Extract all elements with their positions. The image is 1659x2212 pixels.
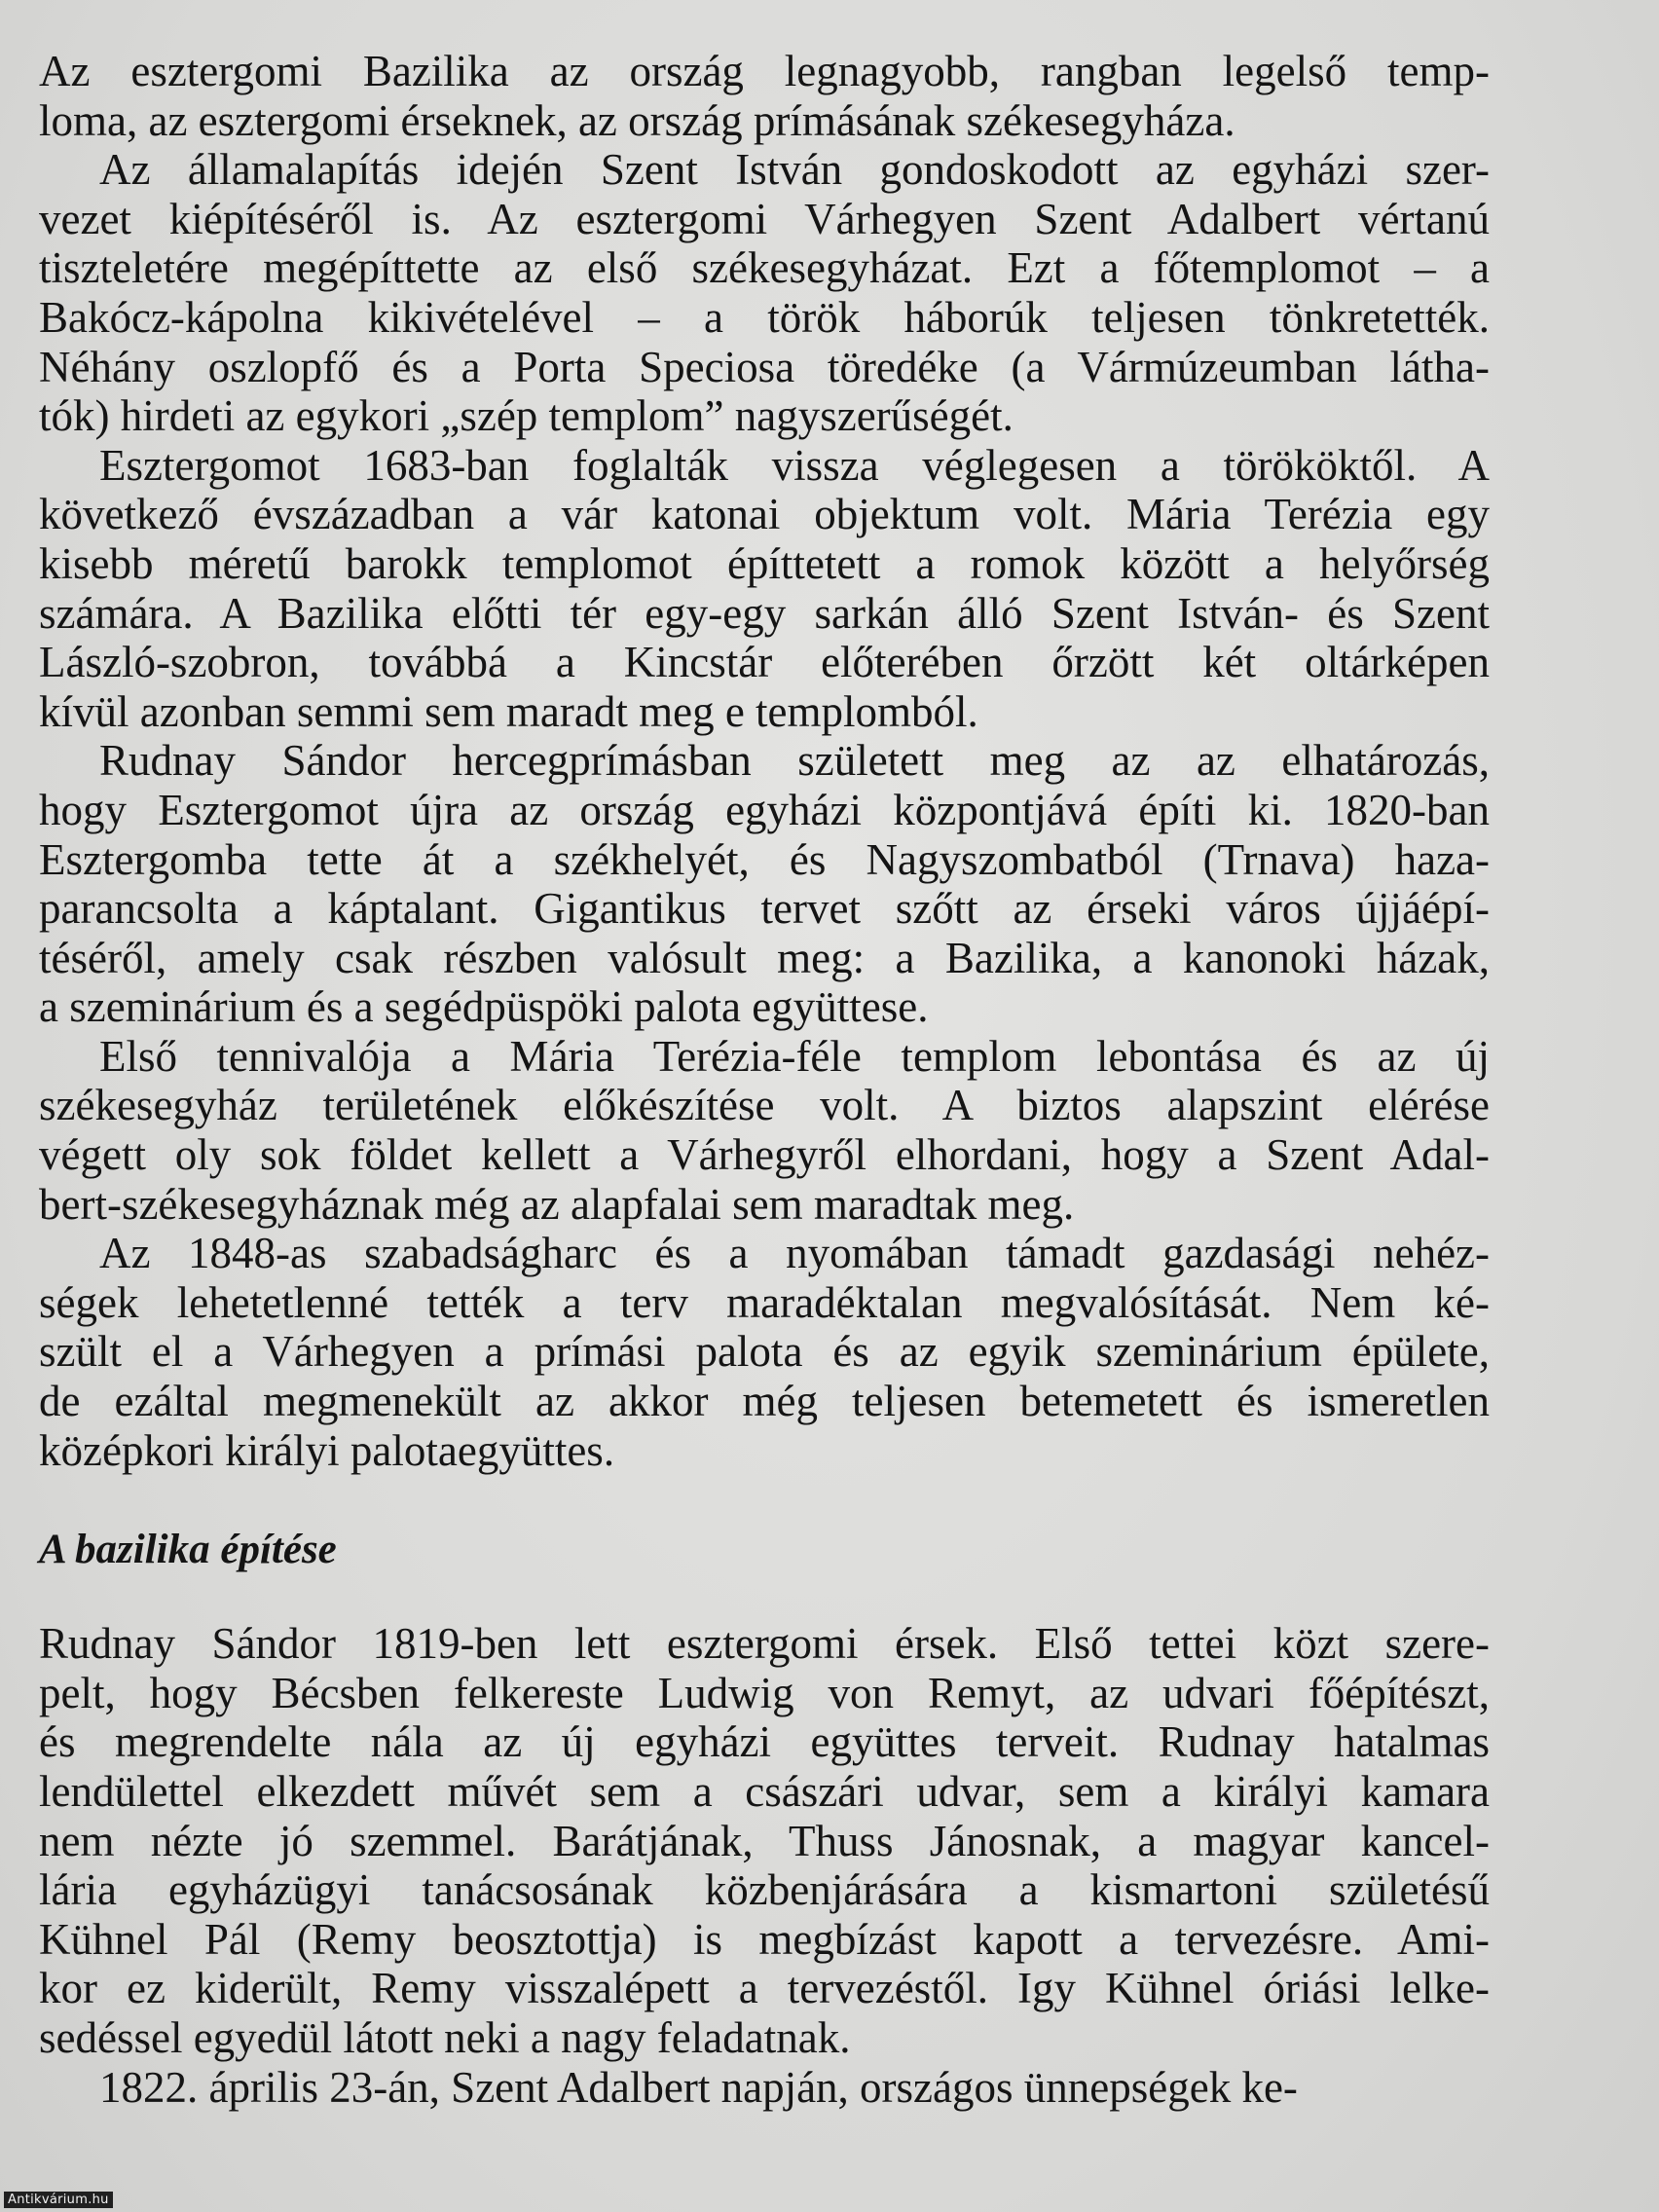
paragraph (39, 1619, 1490, 2062)
text-line: loma, az esztergomi érseknek, az ország prímásának székesegyháza. (39, 95, 1235, 145)
text-line: hogy Esztergomot újra az ország egyházi központjává építi ki. 1820-ban (39, 785, 1490, 834)
watermark-label: Antikvárium.hu (4, 2192, 113, 2208)
text-line: következő évszázadban a vár katonai objektum volt. Mária Terézia egy (39, 490, 1490, 539)
text-line: lendülettel elkezdett művét sem a császári udvar, sem a királyi kamara (39, 1767, 1490, 1816)
text-line: tiszteletére megépíttette az első székesegyházat. Ezt a főtemplomot – a (39, 243, 1490, 293)
text-column (39, 47, 1490, 2112)
paragraph (39, 2063, 1490, 2113)
text-line: parancsolta a káptalant. Gigantikus tervet szőtt az érseki város újjáépí- (39, 884, 1490, 934)
text-line: Esztergomot 1683-ban foglalták vissza véglegesen a törököktől. A (99, 440, 1490, 490)
text-line: számára. A Bazilika előtti tér egy-egy sarkán álló Szent István- és Szent (39, 588, 1490, 638)
paragraph (39, 145, 1490, 441)
text-line: kisebb méretű barokk templomot építtetett a romok között a helyőrség (39, 538, 1490, 588)
text-line: vezet kiépítéséről is. Az esztergomi Várhegyen Szent Adalbert vértanú (39, 194, 1490, 243)
section-heading: A bazilika építése (39, 1527, 337, 1573)
text-line: kor ez kiderült, Remy visszalépett a tervezéstől. Igy Kühnel óriási lelke- (39, 1964, 1490, 2013)
text-line: de ezáltal megmenekült az akkor még teljesen betemetett és ismeretlen (39, 1377, 1490, 1426)
text-line: 1822. április 23-án, Szent Adalbert napján, országos ünnepségek ke- (99, 2062, 1298, 2112)
text-line: Esztergomba tette át a székhelyét, és Nagyszombatból (Trnava) haza- (39, 834, 1490, 884)
text-line: a szeminárium és a segédpüspöki palota együttese. (39, 982, 929, 1032)
text-line: ségek lehetetlenné tették a terv maradéktalan megvalósítását. Nem ké- (39, 1277, 1490, 1327)
spacer (39, 1574, 1490, 1619)
text-line: középkori királyi palotaegyüttes. (39, 1425, 615, 1475)
body-text-part1 (39, 47, 1490, 1475)
text-line: bert-székesegyháznak még az alapfalai sem maradtak meg. (39, 1179, 1075, 1229)
text-line: székesegyház területének előkészítése volt. A biztos alapszint elérése (39, 1081, 1490, 1130)
text-line: Bakócz-kápolna kikivételével – a török háborúk teljesen tönkretették. (39, 292, 1490, 342)
text-line: Az államalapítás idején Szent István gondoskodott az egyházi szer- (99, 145, 1490, 195)
text-line: nem nézte jó szemmel. Barátjának, Thuss Jánosnak, a magyar kancel- (39, 1816, 1490, 1865)
text-line: és megrendelte nála az új egyházi együttes terveit. Rudnay hatalmas (39, 1717, 1490, 1767)
text-line: lária egyházügyi tanácsosának közbenjárására a kismartoni születésű (39, 1865, 1490, 1915)
text-line: László-szobron, továbbá a Kincstár előterében őrzött két oltárképen (39, 638, 1490, 687)
text-line: Az 1848-as szabadságharc és a nyomában támadt gazdasági nehéz- (99, 1229, 1490, 1278)
text-line: Néhány oszlopfő és a Porta Speciosa töredéke (a Vármúzeumban látha- (39, 342, 1490, 391)
text-line: pelt, hogy Bécsben felkereste Ludwig von Remyt, az udvari főépítészt, (39, 1668, 1490, 1717)
paragraph (39, 1229, 1490, 1475)
paragraph (39, 736, 1490, 1032)
text-line: téséről, amely csak részben valósult meg: a Bazilika, a kanonoki házak, (39, 933, 1490, 982)
text-line: Rudnay Sándor hercegprímásban született meg az az elhatározás, (99, 736, 1490, 786)
paragraph (39, 1032, 1490, 1229)
text-line: Első tennivalója a Mária Terézia-féle templom lebontása és az új (99, 1031, 1490, 1081)
text-line: kívül azonban semmi sem maradt meg e templomból. (39, 686, 978, 736)
text-line: tók) hirdeti az egykori „szép templom” nagyszerűségét. (39, 391, 1014, 441)
paragraph (39, 441, 1490, 737)
text-line: sedéssel egyedül látott neki a nagy feladatnak. (39, 2012, 851, 2062)
body-text-part2 (39, 1619, 1490, 2112)
spacer (39, 1475, 1490, 1526)
paragraph (39, 47, 1490, 145)
text-line: Kühnel Pál (Remy beosztottja) is megbízást kapott a tervezésre. Ami- (39, 1914, 1490, 1964)
text-line: végett oly sok földet kellett a Várhegyről elhordani, hogy a Szent Adal- (39, 1130, 1490, 1180)
text-line: Rudnay Sándor 1819-ben lett esztergomi érsek. Első tettei közt szere- (39, 1619, 1490, 1669)
text-line: Az esztergomi Bazilika az ország legnagyobb, rangban legelső temp- (39, 47, 1490, 95)
text-line: szült el a Várhegyen a prímási palota és az egyik szeminárium épülete, (39, 1327, 1490, 1377)
